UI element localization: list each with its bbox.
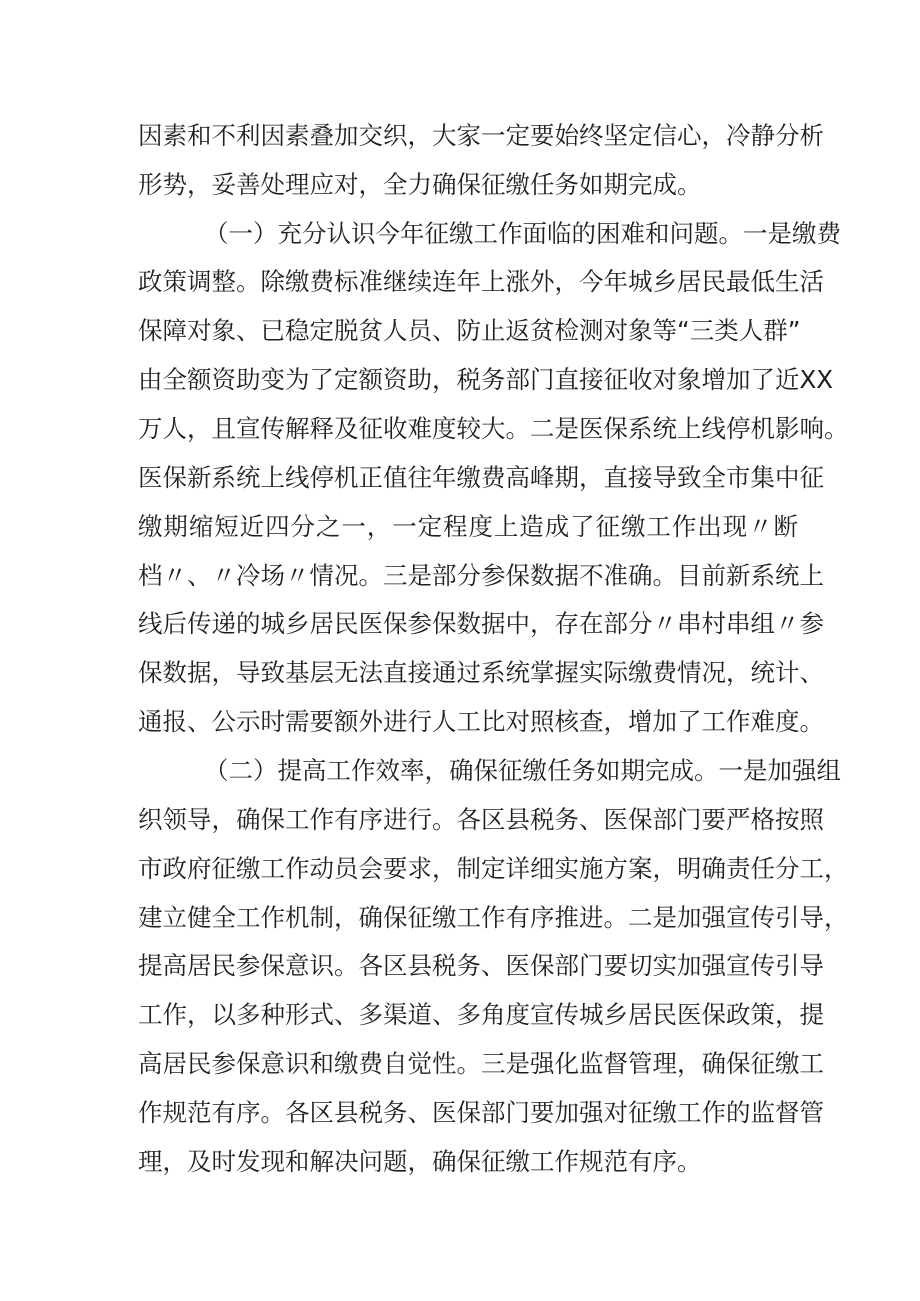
text-line: 政策调整。除缴费标准继续连年上涨外，今年城乡居民最低生活 [138, 267, 824, 296]
text-line: 作规范有序。各区县税务、医保部门要加强对征缴工作的监督管 [138, 1098, 824, 1127]
text-line: 因素和不利因素叠加交织，大家一定要始终坚定信心，冷静分析 [138, 121, 824, 150]
text-line: 工作，以多种形式、多渠道、多角度宣传城乡居民医保政策，提 [138, 1000, 824, 1029]
text-line: 建立健全工作机制，确保征缴工作有序推进。二是加强宣传引导， [138, 903, 849, 932]
text-line: 通报、公示时需要额外进行人工比对照核查，增加了工作难度。 [138, 707, 824, 736]
text-line: 保障对象、已稳定脱贫人员、防止返贫检测对象等“三类人群” [138, 316, 801, 345]
text-line: 市政府征缴工作动员会要求，制定详细实施方案，明确责任分工， [138, 854, 849, 883]
text-line: 理，及时发现和解决问题，确保征缴工作规范有序。 [138, 1147, 702, 1176]
text-line: （二）提高工作效率，确保征缴任务如期完成。一是加强组 [204, 756, 841, 785]
text-line: 形势，妥善处理应对，全力确保征缴任务如期完成。 [138, 170, 702, 199]
text-line: 缴期缩短近四分之一，一定程度上造成了征缴工作出现〃断 [138, 512, 798, 541]
text-line: （一）充分认识今年征缴工作面临的困难和问题。一是缴费 [204, 219, 841, 248]
text-line: 医保新系统上线停机正值往年缴费高峰期，直接导致全市集中征 [138, 463, 824, 492]
text-line: 由全额资助变为了定额资助，税务部门直接征收对象增加了近XX [138, 365, 834, 394]
text-line: 织领导，确保工作有序进行。各区县税务、医保部门要严格按照 [138, 805, 824, 834]
text-line: 提高居民参保意识。各区县税务、医保部门要切实加强宣传引导 [138, 951, 824, 980]
text-line: 保数据，导致基层无法直接通过系统掌握实际缴费情况，统计、 [138, 658, 824, 687]
text-line: 万人，且宣传解释及征收难度较大。二是医保系统上线停机影响。 [138, 414, 849, 443]
text-line: 档〃、〃冷场〃情况。三是部分参保数据不准确。目前新系统上 [138, 561, 824, 590]
text-line: 高居民参保意识和缴费自觉性。三是强化监督管理，确保征缴工 [138, 1049, 824, 1078]
text-line: 线后传递的城乡居民医保参保数据中，存在部分〃串村串组〃参 [138, 609, 824, 638]
